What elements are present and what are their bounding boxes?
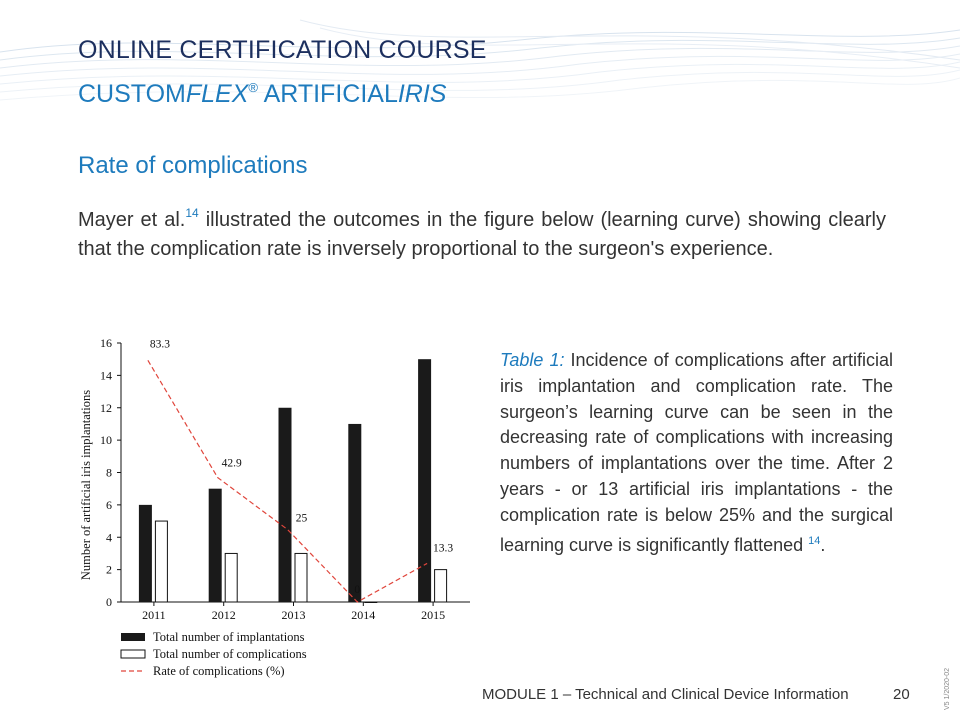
rate-data-label: 42.9 — [221, 457, 242, 470]
product-title-flex: FLEX — [185, 80, 249, 108]
product-title-prefix: CUSTOM — [78, 80, 186, 108]
x-tick-label: 2015 — [421, 608, 446, 622]
intro-text-after: illustrated the outcomes in the figure below (learning curve) showing clearly that the complication rate is inversely proportional to the surgeon's experience. — [78, 209, 887, 260]
intro-paragraph — [78, 199, 886, 264]
legend-label: Total number of complications — [153, 647, 307, 661]
y-tick-label: 10 — [100, 433, 112, 448]
bar-complications — [225, 553, 237, 602]
section-title: Rate of complications — [78, 152, 308, 179]
rate-data-label: 13.3 — [433, 542, 454, 555]
product-title-mid: ARTIFICIAL — [258, 80, 398, 108]
legend-label: Rate of complications (%) — [153, 664, 285, 678]
y-tick-label: 2 — [106, 562, 112, 577]
rate-data-label: 0 — [354, 584, 361, 596]
x-tick-label: 2011 — [142, 608, 166, 622]
x-tick-label: 2014 — [351, 608, 376, 622]
rate-data-label: 83.3 — [149, 338, 170, 351]
y-axis-label: Number of artificial iris implantations — [79, 389, 93, 581]
bar-implantations — [279, 408, 292, 602]
y-tick-label: 14 — [100, 368, 112, 383]
caption-reference: 14 — [808, 534, 821, 547]
caption-text: Incidence of complications after artificial iris implantation and complication rate. The surgeon’s learning curve can be seen in the decreasing rate of complications with increasing numbers of implantations over the time. After 2 years - or 13 artificial iris implantations - the complication rate is below 25% and the surgical learning curve is significantly flattened — [500, 350, 893, 555]
caption-end: . — [820, 534, 826, 555]
version-code: V5 1/2020-02 — [944, 667, 951, 710]
x-tick-label: 2012 — [211, 608, 236, 622]
product-title-iris: IRIS — [397, 80, 447, 108]
legend-swatch-complications — [121, 650, 145, 658]
intro-reference: 14 — [185, 206, 199, 220]
table-caption — [500, 348, 893, 558]
bar-implantations — [418, 359, 431, 602]
x-tick-label: 2013 — [281, 608, 306, 622]
footer-module: MODULE 1 – Technical and Clinical Device Information — [482, 686, 849, 703]
legend-swatch-implantations — [121, 633, 145, 641]
course-title: ONLINE CERTIFICATION COURSE — [78, 36, 487, 64]
y-tick-label: 4 — [106, 530, 112, 545]
bar-implantations — [348, 424, 361, 602]
y-tick-label: 12 — [100, 400, 112, 415]
intro-text-before: Mayer et al. — [78, 209, 186, 231]
caption-label: Table 1: — [500, 350, 565, 370]
learning-curve-chart — [74, 328, 480, 690]
rate-data-label: 25 — [295, 512, 308, 525]
bars — [139, 359, 447, 602]
y-tick-label: 0 — [106, 595, 112, 609]
legend — [121, 630, 307, 678]
x-axis — [121, 602, 470, 622]
bar-complications — [365, 602, 377, 603]
bar-complications — [435, 570, 447, 602]
page-number: 20 — [893, 686, 910, 703]
bar-implantations — [209, 489, 222, 602]
y-tick-label: 6 — [106, 497, 112, 512]
registered-mark: ® — [248, 80, 258, 95]
legend-label: Total number of implantations — [153, 630, 305, 644]
bar-complications — [155, 521, 167, 602]
y-tick-label: 16 — [100, 336, 112, 350]
product-title — [78, 80, 446, 109]
bar-complications — [295, 553, 307, 602]
y-axis — [100, 336, 121, 609]
y-tick-label: 8 — [106, 465, 112, 480]
bar-implantations — [139, 505, 152, 602]
